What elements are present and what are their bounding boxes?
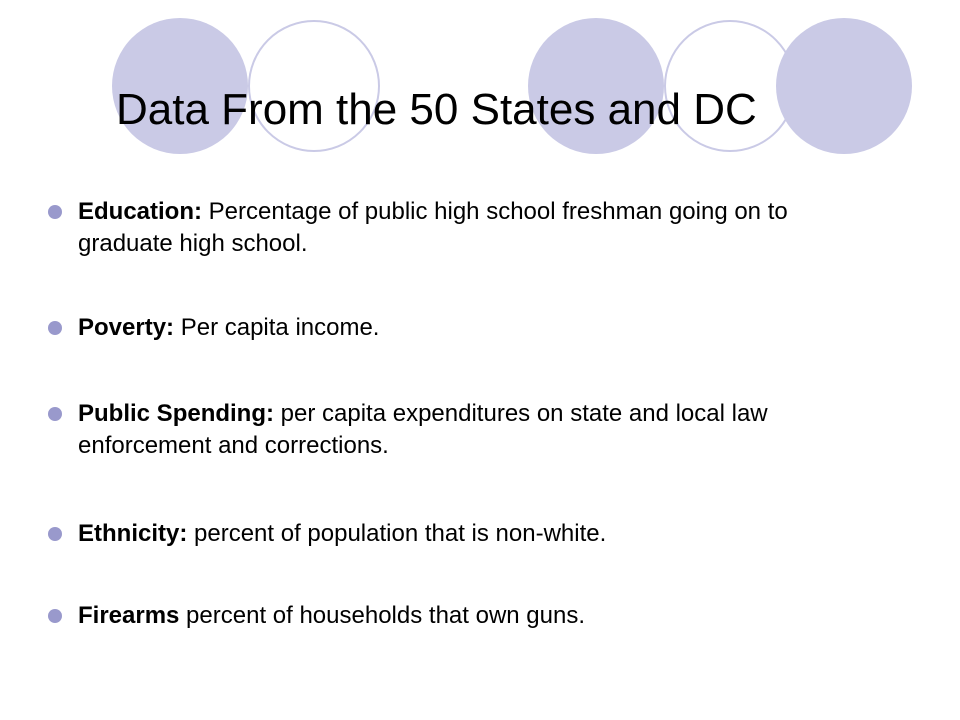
bullet-text	[78, 312, 868, 344]
decor-circle-5	[776, 18, 912, 154]
bullet-label: Public Spending:	[78, 400, 274, 427]
bullet-body: Per capita income.	[174, 314, 380, 341]
bullet-label: Education:	[78, 198, 202, 225]
bullet-item-firearms	[48, 600, 868, 632]
bullet-dot-icon	[48, 407, 62, 421]
bullet-label: Firearms	[78, 602, 180, 629]
bullet-body: Percentage of public high school freshman going on to graduate high school.	[78, 198, 788, 257]
bullet-body: per capita expenditures on state and local law enforcement and corrections.	[78, 400, 768, 459]
bullet-item-public-spending	[48, 398, 868, 462]
bullet-dot-icon	[48, 609, 62, 623]
bullet-item-ethnicity	[48, 518, 868, 550]
bullet-item-poverty	[48, 312, 868, 344]
bullet-item-education	[48, 196, 868, 260]
bullet-dot-icon	[48, 321, 62, 335]
bullet-text	[78, 518, 868, 550]
bullet-text	[78, 398, 868, 462]
slide-title: Data From the 50 States and DC	[116, 85, 757, 134]
bullet-label: Poverty:	[78, 314, 175, 341]
bullet-body: percent of population that is non-white.	[187, 520, 607, 547]
bullet-dot-icon	[48, 527, 62, 541]
bullet-text	[78, 600, 868, 632]
bullet-label: Ethnicity:	[78, 520, 188, 547]
bullet-text	[78, 196, 868, 260]
bullet-dot-icon	[48, 205, 62, 219]
bullet-body: percent of households that own guns.	[179, 602, 585, 629]
